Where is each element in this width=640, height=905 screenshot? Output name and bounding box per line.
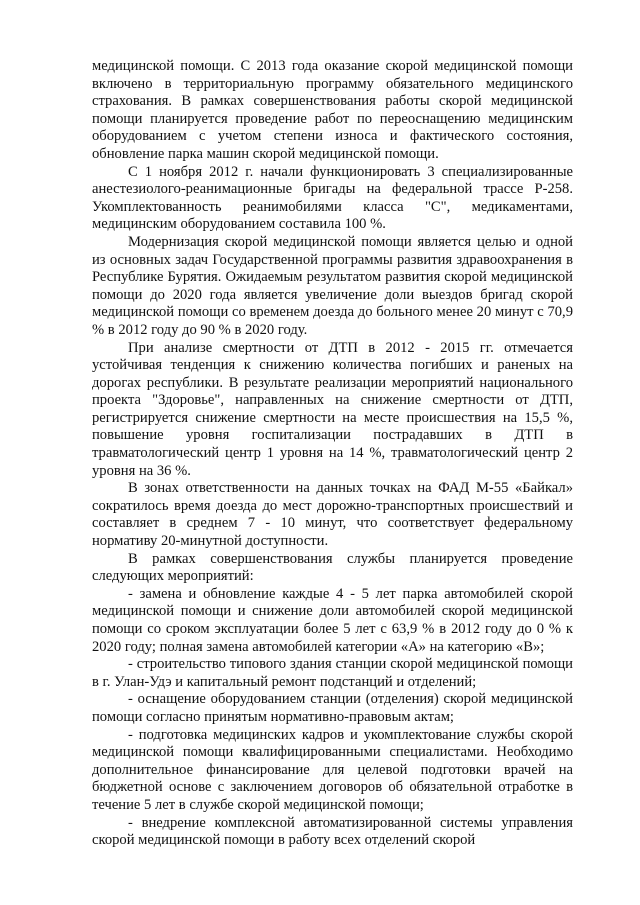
paragraph-ambulance-insurance: медицинской помощи. С 2013 года оказание скорой медицинской помощи включено в территориальную программу обязательного медицинского страхования. В рамках совершенствования работы скорой медицинской помощи планируется проведение работ по переоснащению медицинским оборудованием с учетом степени износа и фактического состояния, обновление парка машин скорой медицинской помощи.	[92, 58, 573, 162]
list-item-staff-training: - подготовка медицинских кадров и укомплектование службы скорой медицинской помощи квалифицированными специалистами. Необходимо дополнительное финансирование для целевой подготовки врачей на бюджетной основе с заключением договоров об обязательной отработке в течение 5 лет в службе скорой медицинской помощи;	[92, 726, 573, 813]
list-item-station-construction: - строительство типового здания станции скорой медицинской помощи в г. Улан-Удэ и капитальный ремонт подстанций и отделений;	[92, 656, 573, 690]
paragraph-traffic-mortality: При анализе смертности от ДТП в 2012 - 2015 гг. отмечается устойчивая тенденция к снижению количества погибших и раненых на дорогах республики. В результате реализации мероприятий национального проекта "Здоровье", направленных на снижение смертности от ДТП, регистрируется снижение смертности на месте происшествия на 15,5 %, повышение уровня госпитализации пострадавших в ДТП в травматологический центр 1 уровня на 14 %, травматологический центр 2 уровня на 36 %.	[92, 339, 573, 479]
list-item-vehicle-replacement: - замена и обновление каждые 4 - 5 лет парка автомобилей скорой медицинской помощи и снижение доли автомобилей скорой медицинской помощи со сроком эксплуатации более 5 лет с 63,9 % в 2012 году до 0 % к 2020 году; полная замена автомобилей категории «А» на категорию «В»;	[92, 585, 573, 655]
paragraph-planned-measures-intro: В рамках совершенствования службы планируется проведение следующих мероприятий:	[92, 550, 573, 585]
document-page	[92, 58, 573, 850]
list-item-equipment: - оснащение оборудованием станции (отделения) скорой медицинской помощи согласно принятым нормативно-правовым актам;	[92, 691, 573, 725]
paragraph-modernization: Модернизация скорой медицинской помощи является целью и одной из основных задач Государственной программы развития здравоохранения в Республике Бурятия. Ожидаемым результатом развития скорой медицинской помощи до 2020 года является увеличение доли выездов бригад скорой медицинской помощи со временем доезда до больного менее 20 минут с 70,9 % в 2012 году до 90 % в 2020 году.	[92, 233, 573, 338]
paragraph-baikal-highway: В зонах ответственности на данных точках на ФАД М-55 «Байкал» сократилось время доезда до мест дорожно-транспортных происшествий и составляет в среднем 7 - 10 минут, что соответствует федеральному нормативу 20-минутной доступности.	[92, 480, 573, 550]
list-item-automated-system: - внедрение комплексной автоматизированной системы управления скорой медицинской помощи в работу всех отделений скорой	[92, 814, 573, 849]
paragraph-resuscitation-teams: С 1 ноября 2012 г. начали функционировать 3 специализированные анестезиолого-реанимационные бригады на федеральной трассе Р-258. Укомплектованность реанимобилями класса "С", медикаментами, медицинским оборудованием составила 100 %.	[92, 163, 573, 233]
